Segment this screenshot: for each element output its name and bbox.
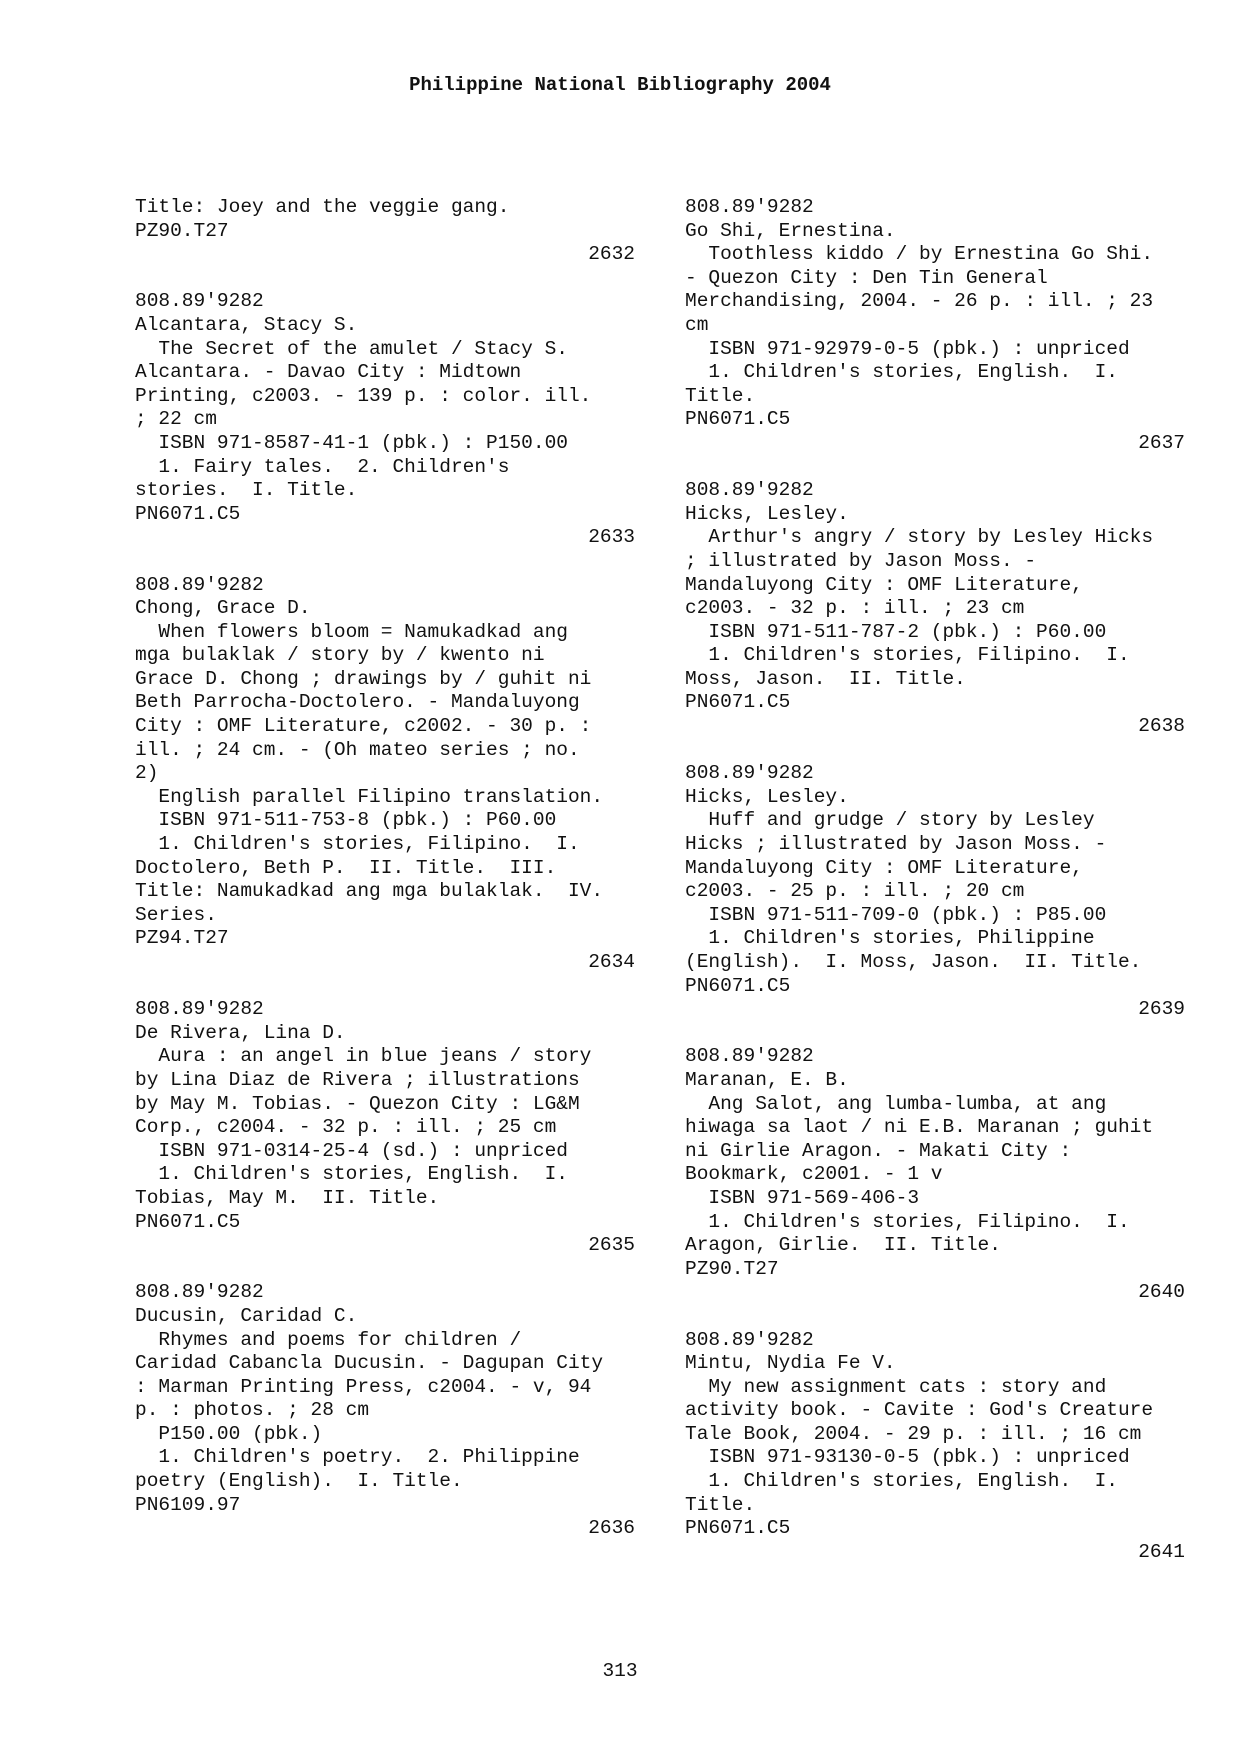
entry-line: PZ94.T27	[135, 927, 229, 950]
entry-line: When flowers bloom = Namukadkad ang	[135, 620, 568, 643]
entry-first-line: 808.89'9282	[685, 196, 814, 218]
entry-line: Aragon, Girlie. II. Title.	[685, 1234, 1001, 1257]
entry-line: Mintu, Nydia Fe V.	[685, 1352, 896, 1375]
entry-line: 1. Children's stories, English. I.	[685, 361, 1118, 384]
entry-line: Hicks, Lesley.	[685, 785, 849, 808]
right-column	[685, 196, 1185, 1588]
entry-line: 1. Fairy tales. 2. Children's	[135, 455, 510, 478]
entry-line: poetry (English). I. Title.	[135, 1470, 463, 1493]
entry-line: De Rivera, Lina D.	[135, 1021, 346, 1044]
entry-line: 2)	[135, 762, 159, 785]
entry-line: Moss, Jason. II. Title.	[685, 667, 966, 690]
entry-line: c2003. - 32 p. : ill. ; 23 cm	[685, 597, 1025, 620]
entry-line: P150.00 (pbk.)	[135, 1422, 323, 1445]
entry-line: PN6071.C5	[685, 408, 791, 431]
entry-line: PN6071.C5	[685, 1517, 791, 1540]
entry-number: 2638	[1138, 715, 1185, 738]
entry-line: PZ90.T27	[135, 219, 229, 242]
entry-line: PN6071.C5	[135, 502, 241, 525]
entry-line: Tale Book, 2004. - 29 p. : ill. ; 16 cm	[685, 1422, 1142, 1445]
entry-line: hiwaga sa laot / ni E.B. Maranan ; guhit	[685, 1116, 1154, 1139]
entry-line: ISBN 971-92979-0-5 (pbk.) : unpriced	[685, 337, 1130, 360]
entry-line: ISBN 971-93130-0-5 (pbk.) : unpriced	[685, 1446, 1130, 1469]
entry-number: 2641	[1138, 1540, 1185, 1563]
entry-line: Corp., c2004. - 32 p. : ill. ; 25 cm	[135, 1116, 557, 1139]
entry-line: Title: Namukadkad ang mga bulaklak. IV.	[135, 880, 604, 903]
entry-line: 1. Children's stories, Filipino. I.	[135, 833, 580, 856]
entry-line: Alcantara. - Davao City : Midtown	[135, 361, 522, 384]
left-column	[135, 196, 635, 1564]
entry-line: Title.	[685, 384, 756, 407]
entry-number: 2632	[588, 243, 635, 266]
entry-line: Mandaluyong City : OMF Literature,	[685, 856, 1083, 879]
entry-number: 2639	[1138, 998, 1185, 1021]
entry-line: English parallel Filipino translation.	[135, 785, 604, 808]
entry-line: activity book. - Cavite : God's Creature	[685, 1399, 1154, 1422]
entry-number: 2633	[588, 526, 635, 549]
entry-line: Ang Salot, ang lumba-lumba, at ang	[685, 1092, 1107, 1115]
entry-line: 1. Children's stories, Filipino. I.	[685, 644, 1130, 667]
entry-line: by May M. Tobias. - Quezon City : LG&M	[135, 1092, 580, 1115]
entry-line: p. : photos. ; 28 cm	[135, 1399, 370, 1422]
entry-line: Chong, Grace D.	[135, 597, 311, 620]
entry-line: Rhymes and poems for children /	[135, 1328, 522, 1351]
entry-line: PN6071.C5	[685, 691, 791, 714]
bibliography-entry	[685, 762, 1185, 1022]
entry-line: Beth Parrocha-Doctolero. - Mandaluyong	[135, 691, 580, 714]
bibliography-entry	[685, 1329, 1185, 1565]
entry-line: by Lina Diaz de Rivera ; illustrations	[135, 1068, 580, 1091]
entry-line: Go Shi, Ernestina.	[685, 219, 896, 242]
bibliography-entry	[135, 574, 635, 975]
entry-line: PN6071.C5	[685, 974, 791, 997]
entry-line: My new assignment cats : story and	[685, 1375, 1107, 1398]
entry-first-line: Title: Joey and the veggie gang.	[135, 196, 510, 218]
entry-line: 1. Children's stories, Philippine	[685, 927, 1095, 950]
entry-line: Caridad Cabancla Ducusin. - Dagupan City	[135, 1352, 604, 1375]
entry-first-line: 808.89'9282	[135, 998, 264, 1021]
bibliography-entry	[135, 998, 635, 1258]
entry-first-line: 808.89'9282	[685, 762, 814, 785]
entry-line: ill. ; 24 cm. - (Oh mateo series ; no.	[135, 738, 580, 761]
entry-line: PZ90.T27	[685, 1257, 779, 1280]
entry-line: Toothless kiddo / by Ernestina Go Shi.	[685, 243, 1154, 266]
entry-line: c2003. - 25 p. : ill. ; 20 cm	[685, 880, 1025, 903]
entry-line: Maranan, E. B.	[685, 1068, 849, 1091]
entry-line: cm	[685, 313, 709, 336]
entry-line: ISBN 971-569-406-3	[685, 1186, 920, 1209]
entry-line: The Secret of the amulet / Stacy S.	[135, 337, 568, 360]
entry-line: mga bulaklak / story by / kwento ni	[135, 644, 545, 667]
entry-line: Series.	[135, 903, 217, 926]
entry-line: Merchandising, 2004. - 26 p. : ill. ; 23	[685, 290, 1154, 313]
entry-line: 1. Children's stories, English. I.	[135, 1163, 568, 1186]
entry-line: ISBN 971-511-787-2 (pbk.) : P60.00	[685, 620, 1107, 643]
entry-line: Mandaluyong City : OMF Literature,	[685, 573, 1083, 596]
entry-line: ; illustrated by Jason Moss. -	[685, 549, 1037, 572]
entry-line: (English). I. Moss, Jason. II. Title.	[685, 951, 1142, 973]
entry-line: ni Girlie Aragon. - Makati City :	[685, 1139, 1072, 1162]
entry-number: 2635	[588, 1234, 635, 1257]
entry-line: Ducusin, Caridad C.	[135, 1304, 358, 1327]
bibliography-entry	[135, 1281, 635, 1541]
entry-line: 1. Children's stories, English. I.	[685, 1470, 1118, 1493]
bibliography-entry	[135, 196, 635, 267]
entry-line: ISBN 971-511-709-0 (pbk.) : P85.00	[685, 903, 1107, 926]
page-header: Philippine National Bibliography 2004	[409, 74, 831, 96]
entry-first-line: 808.89'9282	[135, 1281, 264, 1304]
entry-line: Bookmark, c2001. - 1 v	[685, 1163, 943, 1186]
entry-line: PN6109.97	[135, 1493, 241, 1516]
entry-first-line: 808.89'9282	[685, 1045, 814, 1068]
bibliography-entry	[685, 479, 1185, 739]
entry-line: Tobias, May M. II. Title.	[135, 1186, 440, 1209]
bibliography-entry	[135, 290, 635, 550]
entry-line: 1. Children's poetry. 2. Philippine	[135, 1446, 580, 1469]
entry-number: 2636	[588, 1517, 635, 1540]
entry-line: ISBN 971-8587-41-1 (pbk.) : P150.00	[135, 431, 568, 454]
entry-line: ; 22 cm	[135, 408, 217, 431]
entry-first-line: 808.89'9282	[135, 573, 264, 596]
entry-number: 2634	[588, 951, 635, 973]
entry-line: City : OMF Literature, c2002. - 30 p. :	[135, 715, 592, 738]
entry-line: Hicks, Lesley.	[685, 502, 849, 525]
entry-line: Hicks ; illustrated by Jason Moss. -	[685, 833, 1107, 856]
entry-line: Grace D. Chong ; drawings by / guhit ni	[135, 667, 592, 690]
entry-first-line: 808.89'9282	[685, 479, 814, 502]
entry-line: Alcantara, Stacy S.	[135, 313, 358, 336]
entry-line: 1. Children's stories, Filipino. I.	[685, 1210, 1130, 1233]
entry-line: : Marman Printing Press, c2004. - v, 94	[135, 1375, 592, 1398]
entry-line: Doctolero, Beth P. II. Title. III.	[135, 856, 557, 879]
entry-line: Aura : an angel in blue jeans / story	[135, 1045, 592, 1068]
entry-number: 2640	[1138, 1281, 1185, 1304]
entry-number: 2637	[1138, 431, 1185, 454]
entry-line: - Quezon City : Den Tin General	[685, 266, 1048, 289]
page-number: 313	[602, 1660, 638, 1682]
entry-first-line: 808.89'9282	[685, 1328, 814, 1351]
bibliography-entry	[685, 196, 1185, 456]
entry-line: ISBN 971-0314-25-4 (sd.) : unpriced	[135, 1139, 568, 1162]
entry-line: PN6071.C5	[135, 1210, 241, 1233]
entry-line: Huff and grudge / story by Lesley	[685, 809, 1095, 832]
entry-line: Printing, c2003. - 139 p. : color. ill.	[135, 384, 592, 407]
entry-line: stories. I. Title.	[135, 479, 358, 502]
entry-line: Title.	[685, 1493, 756, 1516]
bibliography-entry	[685, 1045, 1185, 1305]
entry-first-line: 808.89'9282	[135, 290, 264, 313]
entry-line: ISBN 971-511-753-8 (pbk.) : P60.00	[135, 809, 557, 832]
entry-line: Arthur's angry / story by Lesley Hicks	[685, 526, 1154, 549]
